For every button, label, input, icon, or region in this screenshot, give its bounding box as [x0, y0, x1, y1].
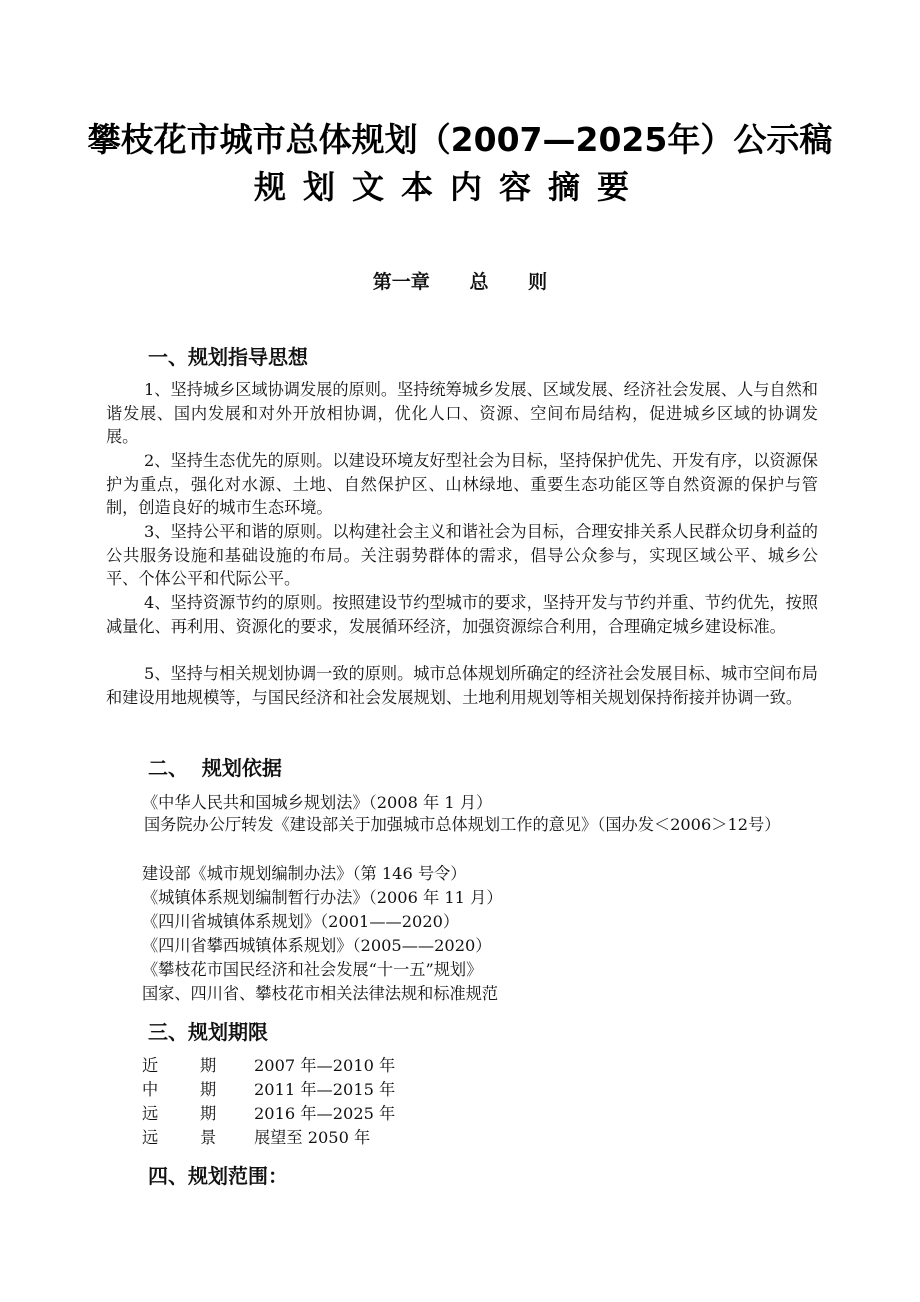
term-label: 期	[200, 1056, 217, 1075]
term-value: 2011 年—2015 年	[254, 1080, 396, 1099]
list-item: 建设部《城市规划编制办法》（第 146 号令）	[142, 864, 467, 883]
term-label: 远	[142, 1104, 159, 1123]
term-value: 2016 年—2025 年	[254, 1104, 396, 1123]
paragraph: 1、坚持城乡区域协调发展的原则。坚持统筹城乡发展、区域发展、经济社会发展、人与自然和谐发展、国内发展和对外开放相协调，优化人口、资源、空间布局结构，促进城乡区域的协调发展。	[106, 380, 818, 446]
term-label: 中	[142, 1080, 159, 1099]
list-item: 《城镇体系规划编制暂行办法》（2006 年 11 月）	[142, 888, 503, 907]
term-label: 期	[200, 1080, 217, 1099]
paragraph: 4、坚持资源节约的原则。按照建设节约型城市的要求，坚持开发与节约并重、节约优先，按照减量化、再利用、资源化的要求，发展循环经济，加强资源综合利用，合理确定城乡建设标准。	[106, 593, 818, 636]
list-item: 《中华人民共和国城乡规划法》（2008 年 1 月）	[142, 793, 493, 812]
term-label: 近	[142, 1056, 159, 1075]
term-label: 景	[200, 1128, 217, 1147]
paragraph: 5、坚持与相关规划协调一致的原则。城市总体规划所确定的经济社会发展目标、城市空间布局和建设用地规模等，与国民经济和社会发展规划、土地利用规划等相关规划保持衔接并协调一致。	[106, 664, 818, 707]
chapter-heading: 第一章 总 则	[372, 271, 548, 293]
term-label: 远	[142, 1128, 159, 1147]
list-item: 国务院办公厅转发《建设部关于加强城市总体规划工作的意见》（国办发＜2006＞12号）	[144, 815, 781, 834]
term-value: 2007 年—2010 年	[254, 1056, 396, 1075]
document-title: 攀枝花市城市总体规划（2007—2025年）公示稿	[87, 120, 833, 159]
list-item: 国家、四川省、攀枝花市相关法律法规和标准规范	[142, 984, 499, 1003]
section-heading-scope: 四、规划范围：	[148, 1164, 288, 1188]
term-label: 期	[200, 1104, 217, 1123]
paragraph: 2、坚持生态优先的原则。以建设环境友好型社会为目标，坚持保护优先、开发有序，以资源保护为重点，强化对水源、土地、自然保护区、山林绿地、重要生态功能区等自然资源的保护与管制，创造良好的城市生态环境。	[106, 451, 818, 517]
section-heading-basis: 二、 规划依据	[148, 756, 282, 780]
list-item: 《四川省攀西城镇体系规划》（2005——2020）	[142, 936, 492, 955]
term-value: 展望至 2050 年	[254, 1128, 371, 1147]
list-item: 《四川省城镇体系规划》（2001——2020）	[142, 912, 460, 931]
list-item: 《攀枝花市国民经济和社会发展“十一五”规划》	[142, 960, 483, 979]
document-subtitle: 规划文本内容摘要	[253, 168, 646, 206]
section-heading-period: 三、规划期限	[148, 1020, 268, 1044]
paragraph: 3、坚持公平和谐的原则。以构建社会主义和谐社会为目标，合理安排关系人民群众切身利益的公共服务设施和基础设施的布局。关注弱势群体的需求，倡导公众参与，实现区域公平、城乡公平、个体公平和代际公平。	[106, 522, 818, 588]
section-heading-guiding-ideas: 一、规划指导思想	[148, 345, 308, 369]
